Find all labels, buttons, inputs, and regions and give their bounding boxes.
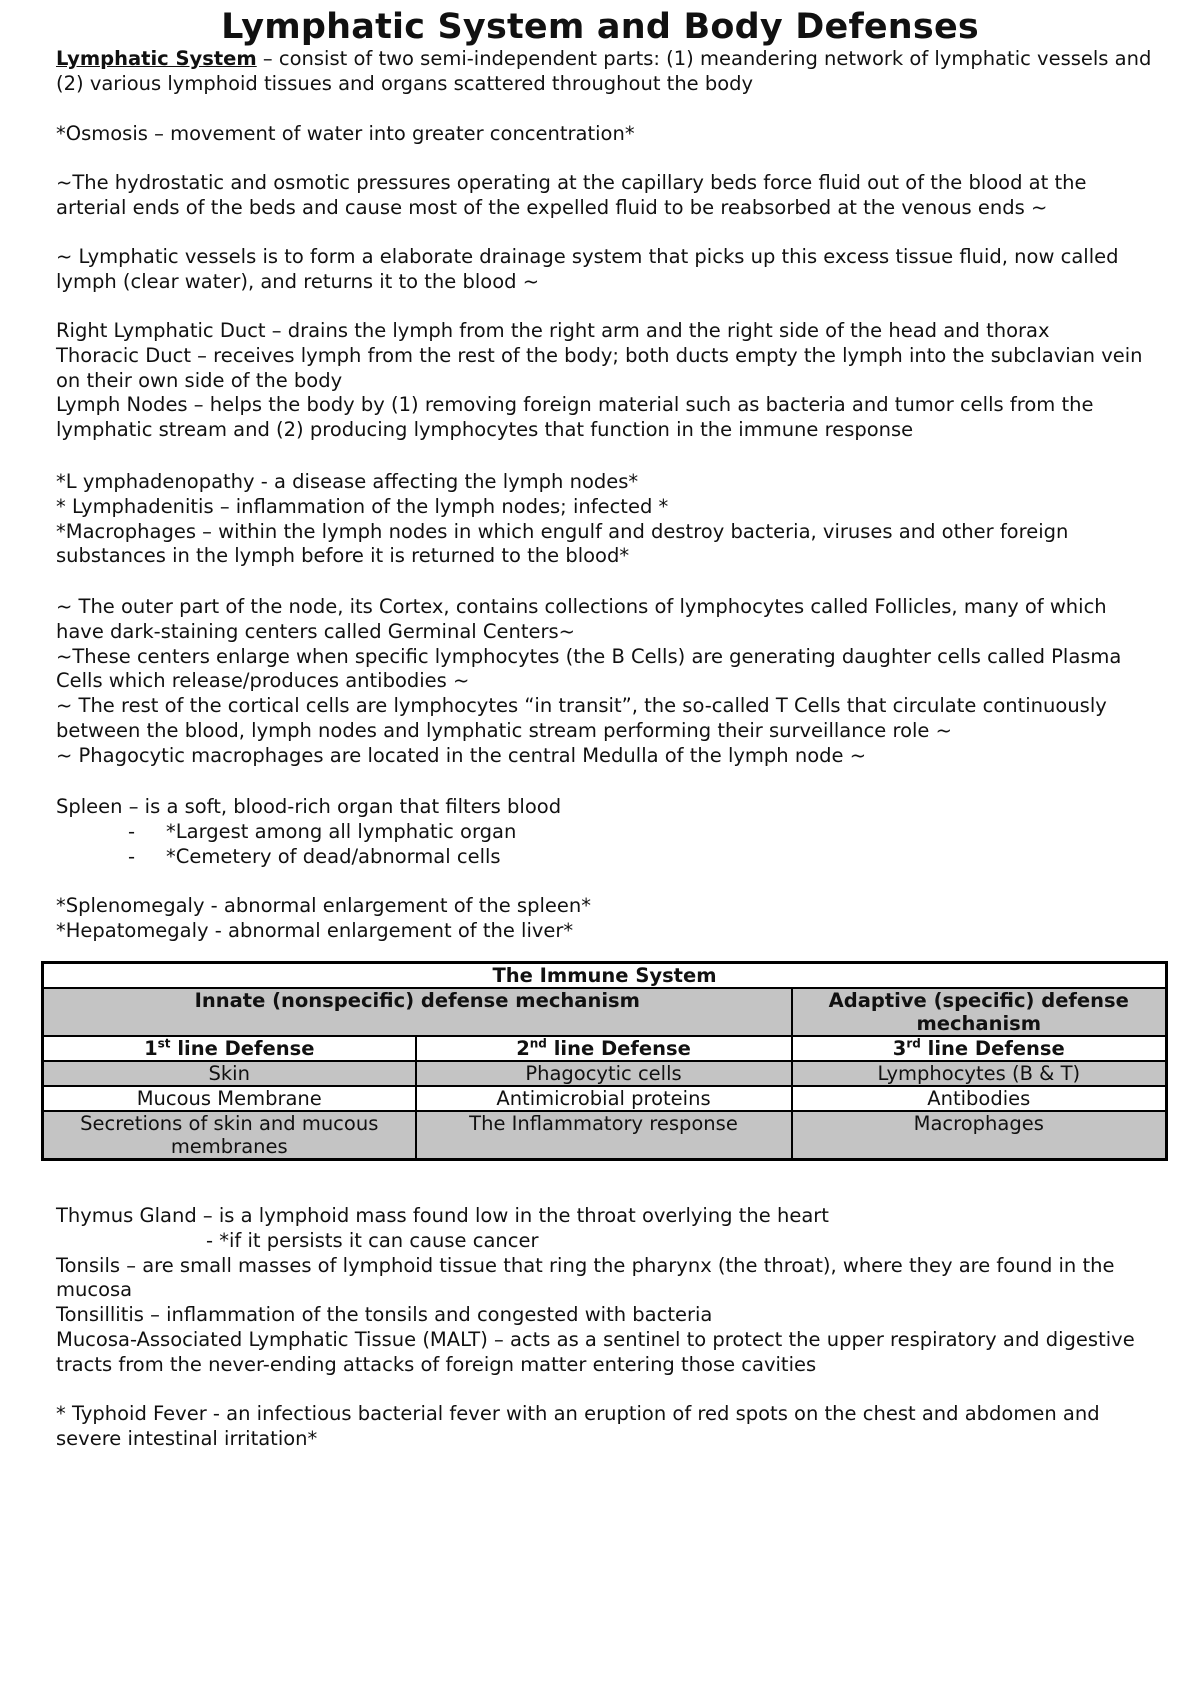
spleen-bullet-text: *Cemetery of dead/abnormal cells [166,844,501,868]
line-suffix: nd [529,1036,547,1051]
spleen-bullet [56,845,1156,870]
vessels-section [56,245,1156,295]
node-notes-section [56,470,1156,569]
malt-text: Mucosa-Associated Lymphatic Tissue (MALT) – acts as a sentinel to protect the upper respiratory and digestive tracts from the never-ending attacks of foreign matter entering those cavities [56,1327,1135,1376]
table-cell: Secretions of skin and mucous membranes [43,1111,416,1160]
line-defense-header [43,1036,416,1061]
line-number: 1 [144,1037,158,1060]
spleen-text: Spleen – is a soft, blood-rich organ that filters blood [56,795,562,818]
lymph-nodes-text: Lymph Nodes – helps the body by (1) removing foreign material such as bacteria and tumor cells from the lymphatic stream and (2) producing lymphocytes that function in the immune response [56,393,1094,442]
adaptive-header: Adaptive (specific) defense mechanism [792,988,1167,1036]
medulla-note: ~ Phagocytic macrophages are located in the central Medulla of the lymph node ~ [56,743,867,767]
line-suffix: rd [906,1036,921,1051]
table-row [43,1111,1167,1160]
duct-thoracic: Thoracic Duct – receives lymph from the rest of the body; both ducts empty the lymph into the subclavian vein on their own side of the body [56,343,1143,392]
typhoid-section [56,1402,1156,1452]
lymphadenitis-note: * Lymphadenitis – inflammation of the lymph nodes; infected * [56,494,669,518]
tonsillitis-text: Tonsillitis – inflammation of the tonsils and congested with bacteria [56,1303,713,1327]
table-cell: Phagocytic cells [416,1061,792,1086]
osmosis-text: *Osmosis – movement of water into greater concentration* [56,122,635,145]
table-cell: Macrophages [792,1111,1167,1160]
spleen-bullet-text: *Largest among all lymphatic organ [166,819,517,843]
osmosis-note [56,122,1156,147]
typhoid-note: * Typhoid Fever - an infectious bacterial fever with an eruption of red spots on the chest and abdomen and severe intestinal irritation* [56,1402,1100,1450]
vessels-text: ~ Lymphatic vessels is to form a elaborate drainage system that picks up this excess tissue fluid, now called lymph (clear water), and returns it to the blood ~ [56,245,1119,293]
thymus-text: Thymus Gland – is a lymphoid mass found low in the throat overlying the heart [56,1204,829,1227]
table-row [43,1061,1167,1086]
innate-header: Innate (nonspecific) defense mechanism [43,988,792,1036]
bullet-dash-icon: - [128,844,136,868]
table-cell: Skin [43,1061,416,1086]
spleen-bullet [56,820,1156,845]
line-suffix: st [157,1036,171,1051]
line-defense-header [792,1036,1167,1061]
line-number: 2 [516,1037,530,1060]
table-cell: Antimicrobial proteins [416,1086,792,1111]
glands-section [56,1204,1156,1378]
intro-term: Lymphatic System [56,47,257,70]
intro-paragraph [56,47,1156,97]
splenomegaly-note: *Splenomegaly - abnormal enlargement of the spleen* [56,894,591,917]
cortex-note: ~ The outer part of the node, its Cortex, contains collections of lymphocytes called Follicles, many of which have dark-staining centers called Germinal Centers~ [56,595,1107,643]
intro-text: – consist of two semi-independent parts: (1) meandering network of lymphatic vessels and (2) various lymphoid tissues and organs scattered throughout the body [56,47,1152,95]
thymus-note: - *if it persists it can cause cancer [206,1228,539,1252]
table-cell: Lymphocytes (B & T) [792,1061,1167,1086]
line-label: line Defense [920,1037,1065,1060]
macrophages-note: *Macrophages – within the lymph nodes in which engulf and destroy bacteria, viruses and other foreign substances in the lymph before it is returned to the blood* [56,519,1069,568]
hydrostatic-text: ~The hydrostatic and osmotic pressures operating at the capillary beds force fluid out of the blood at the arterial ends of the beds and cause most of the expelled fluid to be reabsorbed at the venous ends ~ [56,171,1087,219]
hepatomegaly-note: *Hepatomegaly - abnormal enlargement of the liver* [56,918,574,942]
line-number: 3 [892,1037,907,1060]
lymphadenopathy-note: *L ymphadenopathy - a disease affecting the lymph nodes* [56,470,639,493]
page-title: Lymphatic System and Body Defenses [221,7,979,47]
megaly-section [56,894,1156,944]
defense-line-row [43,1036,1167,1061]
table-title-row [43,963,1167,989]
hydrostatic-section [56,171,1156,221]
germinal-centers-note: ~These centers enlarge when specific lymphocytes (the B Cells) are generating daughter cells called Plasma Cells which release/produces antibodies ~ [56,644,1122,693]
line-label: line Defense [546,1037,691,1060]
line-label: line Defense [170,1037,315,1060]
immune-system-table [41,961,1168,1161]
duct-right-lymphatic: Right Lymphatic Duct – drains the lymph from the right arm and the right side of the head and thorax [56,319,1050,342]
tonsils-text: Tonsils – are small masses of lymphoid tissue that ring the pharynx (the throat), where they are found in the mucosa [56,1253,1115,1302]
table-cell: The Inflammatory response [416,1111,792,1160]
intro-section [56,47,1156,97]
table-cell: Mucous Membrane [43,1086,416,1111]
mechanism-row [43,988,1167,1036]
cortex-section [56,595,1156,769]
ducts-section [56,319,1156,443]
table-row [43,1086,1167,1111]
bullet-dash-icon: - [128,819,136,843]
table-title: The Immune System [43,963,1167,989]
line-defense-header [416,1036,792,1061]
t-cells-note: ~ The rest of the cortical cells are lymphocytes “in transit”, the so-called T Cells that circulate continuously between the blood, lymph nodes and lymphatic stream performing their surveillance role ~ [56,694,1107,742]
spleen-section [56,795,1156,869]
table-cell: Antibodies [792,1086,1167,1111]
